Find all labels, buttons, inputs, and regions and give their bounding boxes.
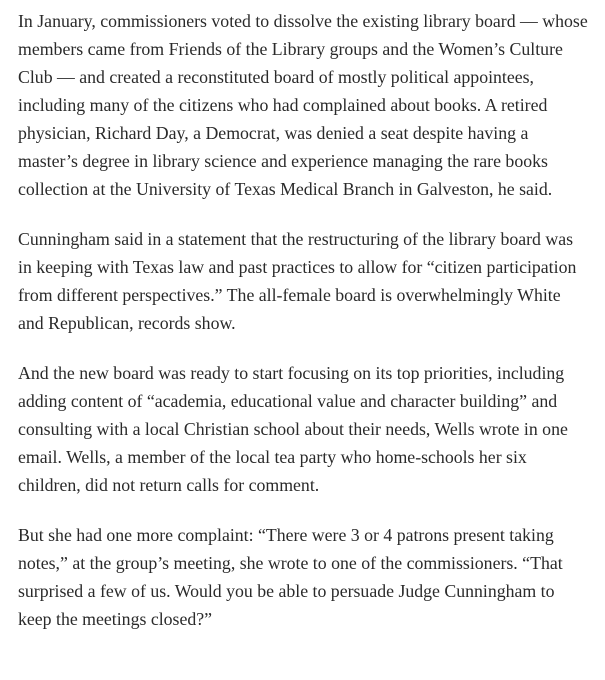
article-paragraph-2: Cunningham said in a statement that the restructuring of the library board was in keeping with Texas law and past practices to allow for “citizen participation from different perspectives.” The all-female board is overwhelmingly White and Republican, records show. [18, 229, 577, 333]
article-paragraph-1: In January, commissioners voted to dissolve the existing library board — whose members came from Friends of the Library groups and the Women’s Culture Club — and created a reconstituted board of mostly political appointees, including many of the citizens who had complained about books. A retired physician, Richard Day, a Democrat, was denied a seat despite having a master’s degree in library science and experience managing the rare books collection at the University of Texas Medical Branch in Galveston, he said. [18, 11, 588, 199]
article-paragraph-4: But she had one more complaint: “There were 3 or 4 patrons present taking notes,” at the group’s meeting, she wrote to one of the commissioners. “That surprised a few of us. Would you be able to persuade Judge Cunningham to keep the meetings closed?” [18, 525, 563, 629]
article-paragraph-3: And the new board was ready to start focusing on its top priorities, including adding content of “academia, educational value and character building” and consulting with a local Christian school about their needs, Wells wrote in one email. Wells, a member of the local tea party who home-schools her six children, did not return calls for comment. [18, 363, 568, 495]
article-body [18, 0, 590, 633]
